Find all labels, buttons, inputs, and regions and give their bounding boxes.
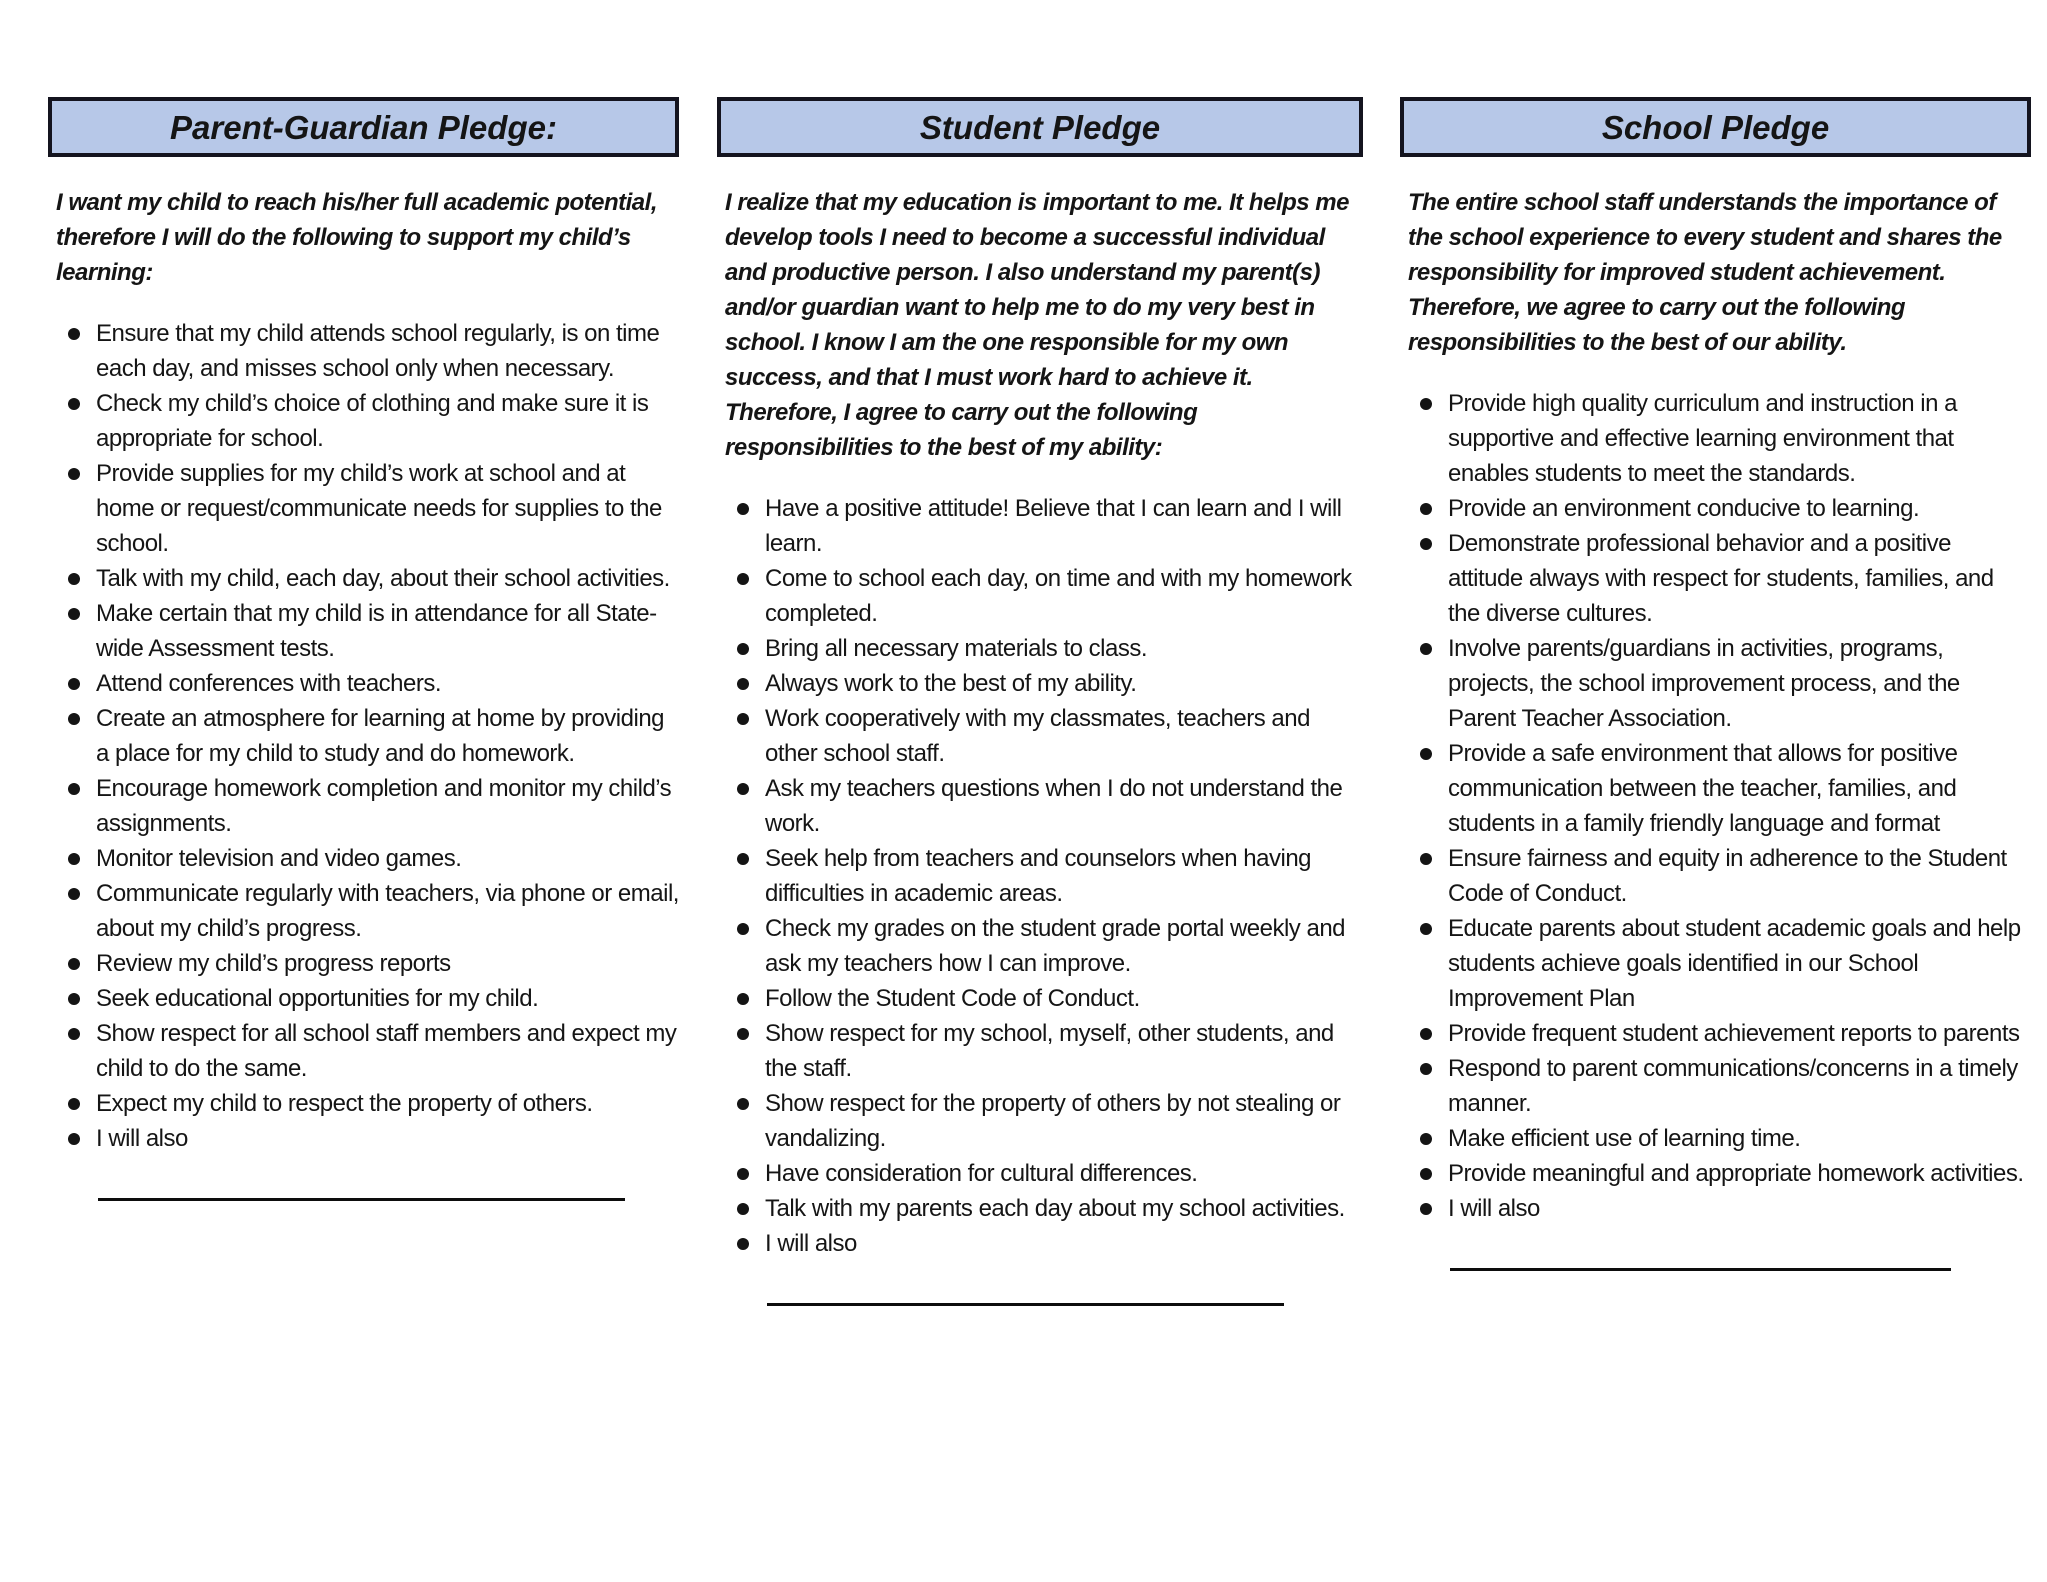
pledge-item-text: Encourage homework completion and monitor my child’s assignments. [96,775,672,837]
school-pledge-intro: The entire school staff understands the importance of the school experience to every student and shares the responsibility for improved student achievement. Therefore, we agree to carry out the following responsibilities to the best of our ability. [1408,189,2002,356]
bullet-icon [1420,538,1432,550]
bullet-icon [737,1028,749,1040]
pledge-list-item [1400,841,2031,911]
bullet-icon [737,993,749,1005]
pledge-list-item [1400,491,2031,526]
bullet-icon [1420,748,1432,760]
pledge-list-item [48,316,679,386]
bullet-icon [737,853,749,865]
pledge-item-text: Monitor television and video games. [96,845,462,872]
pledge-list-item [717,1156,1363,1191]
pledge-list-item [717,981,1363,1016]
pledge-item-text: Always work to the best of my ability. [765,670,1137,697]
pledge-item-text: Check my child’s choice of clothing and make sure it is appropriate for school. [96,390,649,452]
pledge-list-item [717,491,1363,561]
bullet-icon [1420,643,1432,655]
bullet-icon [737,1168,749,1180]
pledge-list-item [1400,1191,2031,1226]
pledge-list-item [48,386,679,456]
pledge-list-item [1400,1051,2031,1121]
bullet-icon [1420,923,1432,935]
student-pledge-column [717,97,1363,1306]
pledge-item-text: Bring all necessary materials to class. [765,635,1147,662]
bullet-icon [1420,1133,1432,1145]
pledge-list-item [48,666,679,701]
bullet-icon [737,713,749,725]
parent-guardian-pledge-list [48,316,679,1156]
pledge-item-text: Come to school each day, on time and with my homework completed. [765,565,1352,627]
pledge-list-item [1400,911,2031,1016]
bullet-icon [68,678,80,690]
bullet-icon [737,1203,749,1215]
pledge-list-item [48,1121,679,1156]
bullet-icon [68,1028,80,1040]
pledge-item-text: Educate parents about student academic goals and help students achieve goals identified in our School Improvement Plan [1448,915,2021,1012]
pledge-item-text: I will also [96,1125,188,1152]
bullet-icon [68,783,80,795]
pledge-list-item [48,771,679,841]
pledge-list-item [48,1086,679,1121]
bullet-icon [1420,503,1432,515]
pledge-list-item [48,596,679,666]
pledge-item-text: Demonstrate professional behavior and a positive attitude always with respect for students, families, and the diverse cultures. [1448,530,1994,627]
pledge-item-text: Seek help from teachers and counselors when having difficulties in academic areas. [765,845,1312,907]
student-pledge-header [717,97,1363,157]
bullet-icon [737,678,749,690]
pledge-list-item [48,946,679,981]
pledge-item-text: Talk with my parents each day about my school activities. [765,1195,1345,1222]
pledge-item-text: Show respect for my school, myself, other students, and the staff. [765,1020,1334,1082]
pledge-item-text: Provide an environment conducive to learning. [1448,495,1920,522]
student-pledge-title: Student Pledge [919,109,1161,146]
school-signature-line [1450,1268,1951,1271]
pledge-list-item [48,876,679,946]
pledge-item-text: Provide a safe environment that allows for positive communication between the teacher, families, and students in a family friendly language and format [1448,740,1958,837]
bullet-icon [1420,398,1432,410]
pledge-list-item [48,981,679,1016]
pledge-item-text: Provide high quality curriculum and instruction in a supportive and effective learning environment that enables students to meet the standards. [1448,390,1957,487]
pledge-item-text: Ask my teachers questions when I do not understand the work. [765,775,1343,837]
pledge-list-item [717,1191,1363,1226]
bullet-icon [68,713,80,725]
pledge-item-text: Check my grades on the student grade portal weekly and ask my teachers how I can improve. [765,915,1346,977]
pledge-list-item [717,561,1363,631]
pledge-list-item [1400,1121,2031,1156]
school-pledge-title: School Pledge [1601,109,1830,146]
bullet-icon [737,783,749,795]
pledge-list-item [1400,736,2031,841]
pledge-list-item [1400,1016,2031,1051]
pledge-list-item [717,771,1363,841]
pledge-list-item [1400,526,2031,631]
pledge-item-text: Work cooperatively with my classmates, teachers and other school staff. [765,705,1310,767]
bullet-icon [737,573,749,585]
pledge-item-text: Show respect for all school staff members and expect my child to do the same. [96,1020,677,1082]
pledge-item-text: Ensure fairness and equity in adherence to the Student Code of Conduct. [1448,845,2007,907]
bullet-icon [1420,1028,1432,1040]
pledge-item-text: Follow the Student Code of Conduct. [765,985,1140,1012]
pledge-list-item [717,841,1363,911]
bullet-icon [1420,1203,1432,1215]
pledge-item-text: Provide frequent student achievement reports to parents [1448,1020,2020,1047]
pledge-item-text: Seek educational opportunities for my child. [96,985,539,1012]
pledge-list-item [48,456,679,561]
pledge-item-text: Have a positive attitude! Believe that I can learn and I will learn. [765,495,1342,557]
pledge-list-item [717,1226,1363,1261]
parent-guardian-pledge-column [48,97,679,1201]
pledge-list-item [48,841,679,876]
bullet-icon [68,328,80,340]
student-signature-line [767,1303,1284,1306]
bullet-icon [68,573,80,585]
school-pledge-column [1400,97,2031,1271]
bullet-icon [1420,853,1432,865]
pledge-item-text: I will also [765,1230,857,1257]
bullet-icon [68,888,80,900]
parent-guardian-pledge-intro: I want my child to reach his/her full academic potential, therefore I will do the following to support my child’s learning: [56,189,657,286]
pledge-list-item [1400,631,2031,736]
bullet-icon [1420,1063,1432,1075]
parent-guardian-pledge-header [48,97,679,157]
pledge-list-item [717,701,1363,771]
pledge-list-item [717,1086,1363,1156]
bullet-icon [1420,1168,1432,1180]
bullet-icon [68,1098,80,1110]
bullet-icon [68,468,80,480]
pledge-item-text: Talk with my child, each day, about their school activities. [96,565,670,592]
pledge-list-item [717,666,1363,701]
student-pledge-intro: I realize that my education is important to me. It helps me develop tools I need to become a successful individual and productive person. I also understand my parent(s) and/or guardian want to help me to do my very best in school. I know I am the one responsible for my own success, and that I must work hard to achieve it. Therefore, I agree to carry out the following responsibilities to the best of my ability: [725,189,1349,461]
pledge-list-item [48,701,679,771]
pledge-item-text: Communicate regularly with teachers, via phone or email, about my child’s progress. [96,880,679,942]
pledge-item-text: I will also [1448,1195,1540,1222]
pledge-item-text: Provide supplies for my child’s work at school and at home or request/communicate needs for supplies to the school. [96,460,662,557]
pledge-item-text: Have consideration for cultural differences. [765,1160,1198,1187]
pledge-item-text: Make efficient use of learning time. [1448,1125,1801,1152]
parent-guardian-pledge-title: Parent-Guardian Pledge: [170,109,557,146]
pledge-item-text: Attend conferences with teachers. [96,670,442,697]
pledge-list-item [1400,1156,2031,1191]
pledge-item-text: Create an atmosphere for learning at home by providing a place for my child to study and do homework. [96,705,665,767]
bullet-icon [68,1133,80,1145]
pledge-list-item [1400,386,2031,491]
bullet-icon [737,1238,749,1250]
pledge-item-text: Expect my child to respect the property of others. [96,1090,593,1117]
pledge-item-text: Make certain that my child is in attendance for all State-wide Assessment tests. [96,600,657,662]
pledge-item-text: Ensure that my child attends school regularly, is on time each day, and misses school only when necessary. [96,320,660,382]
bullet-icon [68,958,80,970]
bullet-icon [737,503,749,515]
school-pledge-list [1400,386,2031,1226]
pledge-item-text: Show respect for the property of others by not stealing or vandalizing. [765,1090,1341,1152]
bullet-icon [737,643,749,655]
parent-signature-line [98,1198,625,1201]
pledge-list-item [48,1016,679,1086]
pledge-list-item [717,1016,1363,1086]
pledge-item-text: Review my child’s progress reports [96,950,451,977]
bullet-icon [68,398,80,410]
bullet-icon [68,993,80,1005]
bullet-icon [68,853,80,865]
student-pledge-list [717,491,1363,1261]
pledge-list-item [717,631,1363,666]
school-pledge-header [1400,97,2031,157]
pledge-item-text: Provide meaningful and appropriate homework activities. [1448,1160,2024,1187]
pledge-list-item [48,561,679,596]
pledge-item-text: Respond to parent communications/concerns in a timely manner. [1448,1055,2018,1117]
pledge-item-text: Involve parents/guardians in activities, programs, projects, the school improvement process, and the Parent Teacher Association. [1448,635,1960,732]
bullet-icon [737,1098,749,1110]
pledge-list-item [717,911,1363,981]
bullet-icon [68,608,80,620]
bullet-icon [737,923,749,935]
